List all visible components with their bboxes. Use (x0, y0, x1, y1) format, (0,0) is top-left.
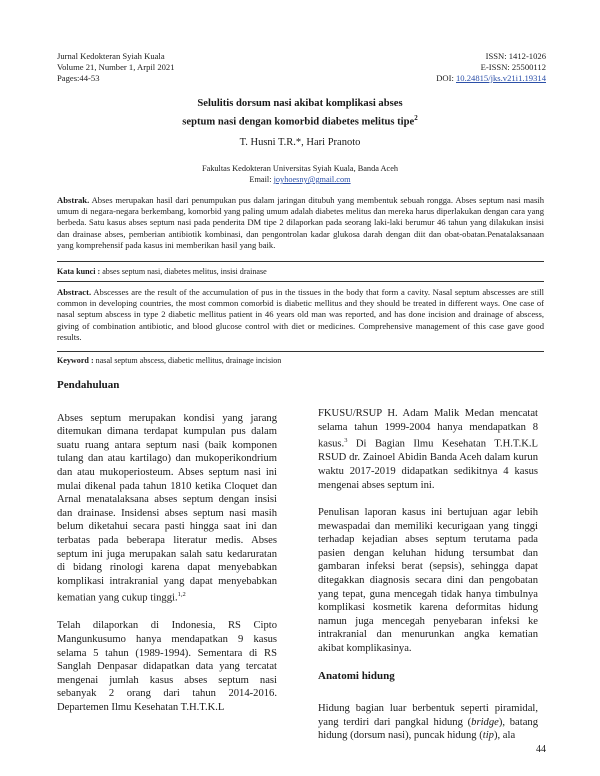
section-heading-anatomi: Anatomi hidung (318, 669, 395, 682)
journal-header-left (57, 51, 317, 84)
article-title (60, 97, 540, 130)
kata-kunci (57, 266, 544, 277)
title-line-2: septum nasi dengan komorbid diabetes melitus tipe$^2$ (182, 114, 418, 128)
divider (57, 261, 544, 262)
abstrak-label: Abstrak. (57, 195, 90, 205)
abstract-label: Abstract. (57, 287, 92, 297)
page-number: 44 (536, 744, 546, 755)
keyword (57, 355, 544, 366)
left-column (57, 379, 277, 729)
email-line: Email: joyhoesny@gmail.com (249, 175, 351, 184)
keyword-text: nasal septum abscess, diabetic mellitus, drainage incision (93, 356, 282, 365)
authors: T. Husni T.R.*, Hari Pranoto (239, 137, 361, 148)
citation: 1,2 (177, 591, 186, 599)
doi-label: DOI: (436, 73, 456, 83)
journal-volume: Volume 21, Number 1, Arpil 2021 (57, 62, 175, 72)
issn: ISSN: 1412-1026 (485, 51, 546, 61)
kata-kunci-text: abses septum nasi, diabetes melitus, insisi drainase (100, 267, 267, 276)
paragraph: Penulisan laporan kasus ini bertujuan agar lebih mewaspadai dan memiliki kecurigaan yang tinggi terhadap kejadian abses septum terutama pada pasien dengan keluhan hidung tersumbat dan gambaran infeksi berat (sepsis), sehingga dapat ditegakkan diagnosis secara dini dan pengobatan yang tepat, guna mencegah tidak hanya timbulnya komplikasi kosmetik karena deformitas hidung namun juga mencegah penyebaran infeksi ke intrakranial dan menurunkan angka kematian akibat komplikasinya. (318, 507, 538, 655)
abstrak (57, 195, 544, 251)
right-column (318, 407, 538, 757)
title-sup: 2 (414, 114, 418, 122)
doi (306, 73, 546, 84)
journal-name: Jurnal Kedokteran Syiah Kuala (57, 51, 165, 61)
paragraph: Abses septum merupakan kondisi yang jarang ditemukan dimana terdapat kumpulan pus dalam suatu ruang antara septum nasi (baik komponen tulang dan atau kartilago) dan mukoperikondrium dan atau mukoperiosteum. Abses septum nasi ini mulai dikenal pada tahun 1810 ketika Cloquet dan Arnal menatalaksana abses septum dengan insisi dan drainase. Insidensi abses septum nasi masih belum diketahui secara pasti hingga saat ini dan terbatas pada beberapa literatur medis. Abses septum ini juga merupakan salah satu kedaruratan di bidang rinologi karena dapat menyebabkan komplikasi intrakranial yang dapat menyebabkan kematian yang cukup tinggi.$^{1,2}$ (57, 412, 277, 604)
eissn: E-ISSN: 25500112 (480, 62, 546, 72)
email-link[interactable]: joyhoesny@gmail.com (273, 175, 351, 184)
abstract-en (57, 287, 544, 343)
affiliation (60, 163, 540, 185)
paragraph: Hidung bagian luar berbentuk seperti piramidal, yang terdiri dari pangkal hidung (bridge), batang hidung (dorsum nasi), puncak hidung (tip), ala (318, 703, 538, 742)
abstrak-text: Abses merupakan hasil dari penumpukan pus dalam jaringan ditubuh yang membentuk sebuah rongga. Abses septum nasi masih umum di negara-negara berkembang, komorbid yang paling umum adalah diabetes melitus dan mereka harus diperlakukan dengan cara yang berbeda. Satu kasus abses septum nasi pada penderita DM tipe 2 dilaporkan pada seorang laki-laki berumur 46 tahun yang dilakukan insisi dan drainase abses, pemberian antibiotik kombinasi, dan pengontrolan kadar glukosa darah dengan diit dan obat-obatan.Penatalaksanaan yang komprehensif pada kasus ini memberikan hasil yang baik. (57, 195, 544, 250)
kata-kunci-label: Kata kunci : (57, 267, 101, 276)
title-line-1: Selulitis dorsum nasi akibat komplikasi abses (197, 98, 403, 109)
divider (57, 351, 544, 352)
abstract-text: Abscesses are the result of the accumulation of pus in the tissues in the body that form a cavity. Nasal septum abscesses are still common in developing countries, the most common comorbid is diabetic mellitus and they should be treated in different ways. One case of nasal septum abscess in type 2 diabetic mellitus patient in 46 years old man was reported, and has done incision and drainage of abscess, giving of combination antibiotic, and blood glucose control with diet or medicines. Comprehensive management of this case gave good results. (57, 287, 544, 342)
journal-pages: Pages:44-53 (57, 73, 100, 83)
affiliation-line: Fakultas Kedokteran Universitas Syiah Kuala, Banda Aceh (201, 164, 399, 173)
citation: 3 (344, 437, 348, 445)
divider (57, 281, 544, 282)
journal-header-right (306, 51, 546, 84)
paragraph: FKUSU/RSUP H. Adam Malik Medan mencatat selama tahun 1999-2004 hanya mendapatkan 8 kasus.$^3$ Di Bagian Ilmu Kesehatan T.H.T.K.L RSUD dr. Zainoel Abidin Banda Aceh dalam kurun waktu 2017-2019 didapatkan sedikitnya 4 kasus mengenai abses septum ini. (318, 408, 538, 491)
doi-link[interactable]: 10.24815/jks.v21i1.19314 (456, 73, 546, 83)
section-heading-pendahuluan: Pendahuluan (57, 379, 120, 391)
keyword-label: Keyword : (57, 356, 94, 365)
paragraph: Telah dilaporkan di Indonesia, RS Cipto Mangunkusumo hanya mendapatkan 9 kasus selama 5 tahun (1989-1994). Sementara di RS Sanglah Denpasar didapatkan data yang tercatat mengenai jumlah kasus abses septum nasi sebanyak 2 orang dari tahun 2014-2016. Departemen Ilmu Kesehatan T.H.T.K.L (57, 620, 277, 713)
